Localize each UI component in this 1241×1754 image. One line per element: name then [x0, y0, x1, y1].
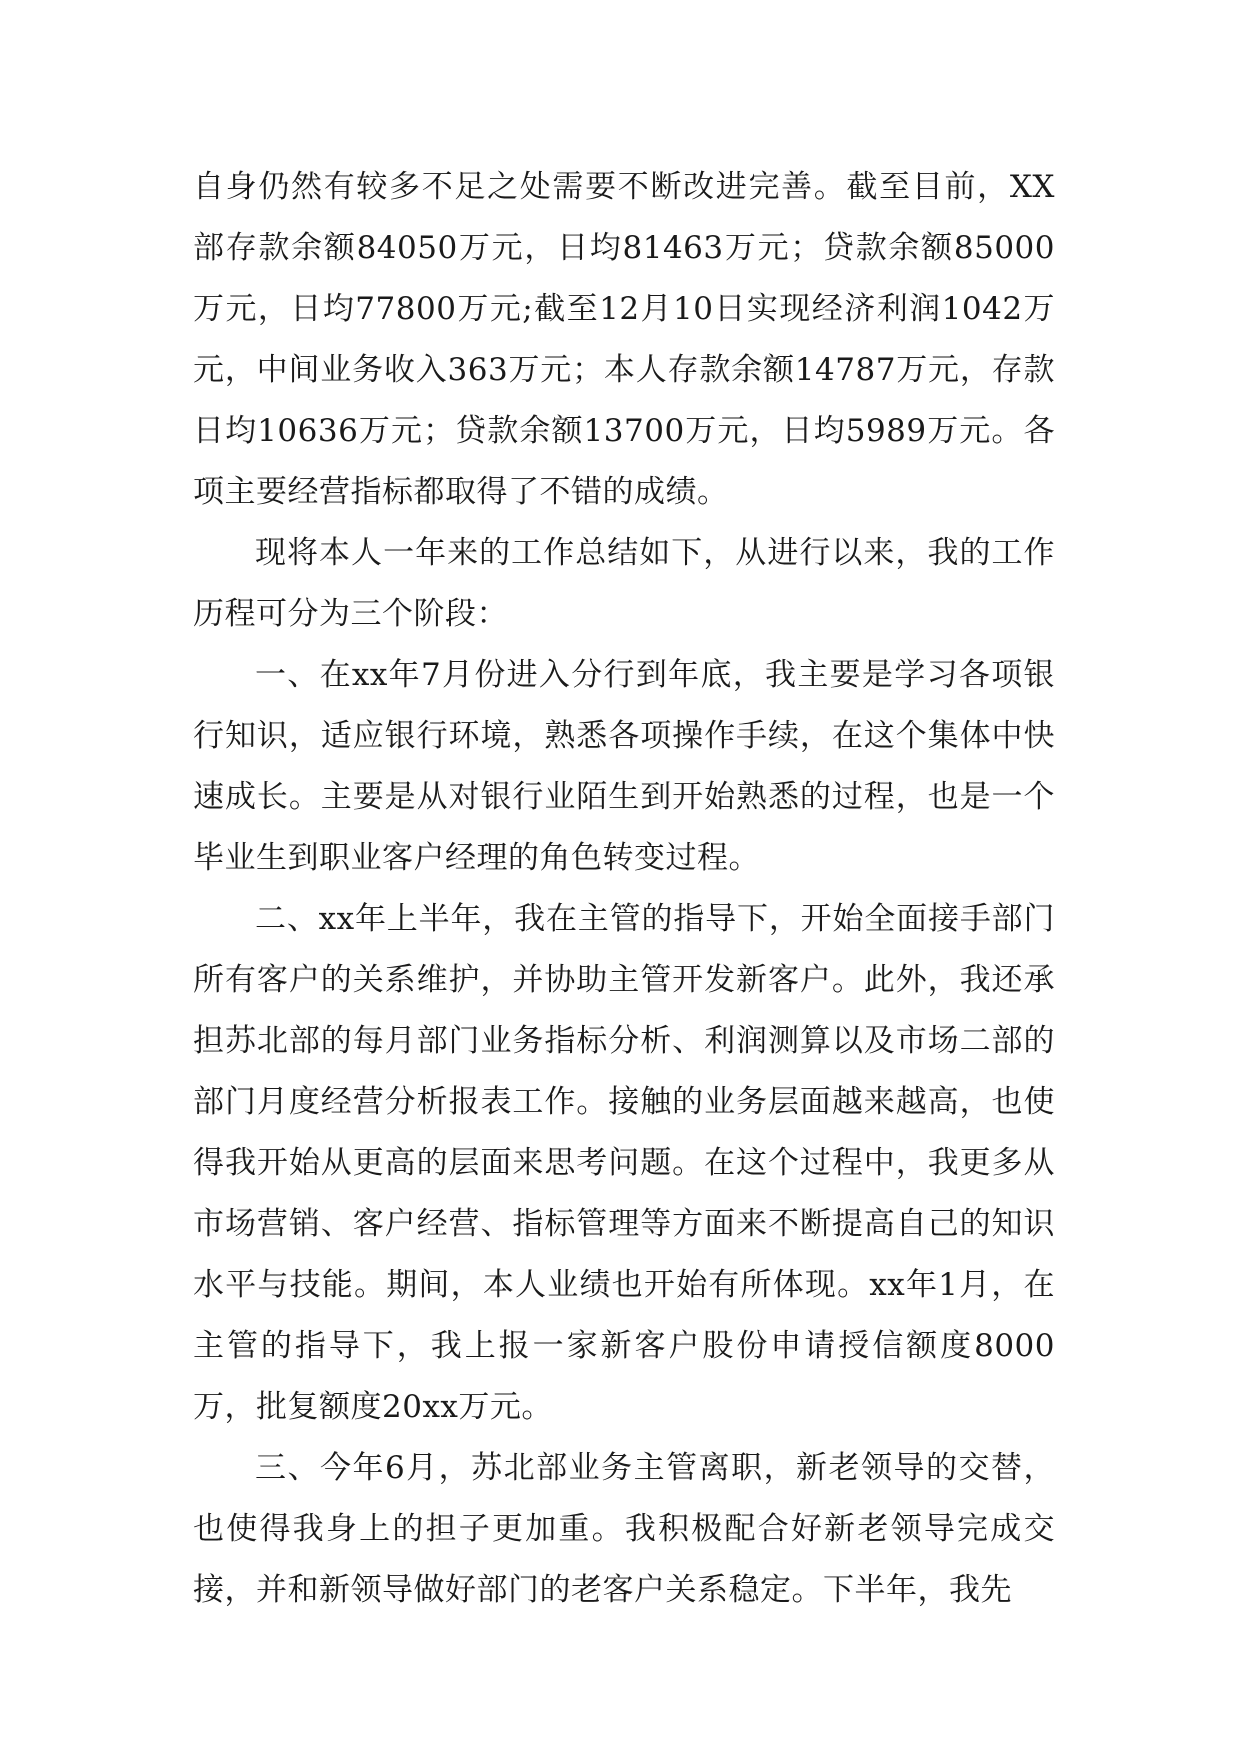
paragraph-2: 现将本人一年来的工作总结如下，从进行以来，我的工作历程可分为三个阶段： [193, 535, 1055, 632]
document-body [193, 157, 1055, 1621]
paragraph-3: 一、在xx年7月份进入分行到年底，我主要是学习各项银行知识，适应银行环境，熟悉各项操作手续，在这个集体中快速成长。主要是从对银行业陌生到开始熟悉的过程，也是一个毕业生到职业客户经理的角色转变过程。 [193, 657, 1055, 876]
paragraph-1: 自身仍然有较多不足之处需要不断改进完善。截至目前，XX部存款余额84050万元，日均81463万元；贷款余额85000万元，日均77800万元;截至12月10日实现经济利润1042万元，中间业务收入363万元；本人存款余额14787万元，存款日均10636万元；贷款余额13700万元，日均5989万元。各项主要经营指标都取得了不错的成绩。 [193, 169, 1055, 510]
paragraph-4: 二、xx年上半年，我在主管的指导下，开始全面接手部门所有客户的关系维护，并协助主管开发新客户。此外，我还承担苏北部的每月部门业务指标分析、利润测算以及市场二部的部门月度经营分析报表工作。接触的业务层面越来越高，也使得我开始从更高的层面来思考问题。在这个过程中，我更多从市场营销、客户经营、指标管理等方面来不断提高自己的知识水平与技能。期间，本人业绩也开始有所体现。xx年1月，在主管的指导下，我上报一家新客户股份申请授信额度8000万，批复额度20xx万元。 [193, 901, 1055, 1425]
paragraph-5: 三、今年6月，苏北部业务主管离职，新老领导的交替，也使得我身上的担子更加重。我积极配合好新老领导完成交接，并和新领导做好部门的老客户关系稳定。下半年，我先 [193, 1450, 1055, 1608]
